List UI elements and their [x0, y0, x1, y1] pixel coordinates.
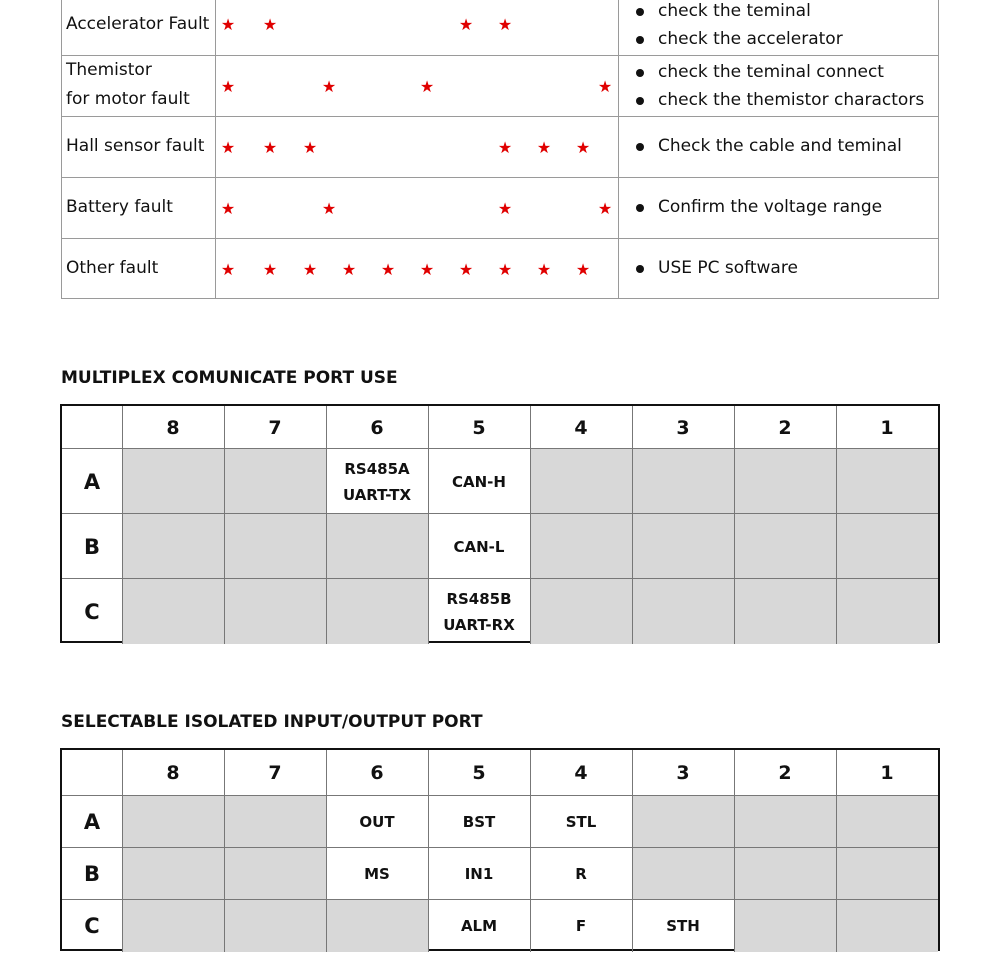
bullet-icon: [636, 36, 644, 44]
empty-port-cell: [632, 449, 734, 514]
star-icon: ★: [321, 199, 337, 218]
grid-line: [62, 513, 938, 514]
grid-line: [122, 750, 123, 952]
star-icon: ★: [497, 260, 513, 279]
fault-tip: check the accelerator: [658, 29, 843, 49]
empty-port-cell: [224, 514, 326, 579]
star-icon: ★: [302, 138, 318, 157]
column-header: 4: [574, 762, 588, 784]
star-icon: ★: [597, 77, 613, 96]
bullet-icon: [636, 97, 644, 105]
column-header: 5: [472, 416, 486, 439]
empty-port-cell: [836, 514, 938, 579]
empty-port-cell: [224, 848, 326, 900]
star-icon: ★: [419, 260, 435, 279]
bullet-icon: [636, 265, 644, 273]
port-cell: F: [575, 917, 587, 935]
port-cell: ALM: [460, 917, 498, 935]
grid-line: [428, 406, 429, 644]
fault-name: Accelerator Fault: [66, 14, 210, 34]
multiplex-title: MULTIPLEX COMUNICATE PORT USE: [61, 368, 398, 388]
grid-line: [836, 406, 837, 644]
port-cell: RS485A UART-TX: [342, 459, 412, 504]
empty-port-cell: [632, 514, 734, 579]
fault-tip: Confirm the voltage range: [658, 197, 883, 217]
empty-port-cell: [326, 514, 428, 579]
empty-port-cell: [632, 796, 734, 848]
port-cell: OUT: [359, 813, 395, 831]
column-header: 8: [166, 416, 180, 439]
empty-port-cell: [734, 796, 836, 848]
bullet-icon: [636, 143, 644, 151]
empty-port-cell: [836, 449, 938, 514]
grid-line: [62, 899, 938, 900]
empty-port-cell: [836, 848, 938, 900]
star-icon: ★: [380, 260, 396, 279]
port-cell: IN1: [464, 865, 494, 883]
grid-line: [62, 795, 938, 796]
star-icon: ★: [262, 15, 278, 34]
row-label: B: [83, 862, 100, 886]
star-icon: ★: [262, 260, 278, 279]
column-header: 2: [778, 416, 792, 439]
grid-line: [62, 578, 938, 579]
empty-port-cell: [122, 796, 224, 848]
bullet-icon: [636, 8, 644, 16]
star-icon: ★: [220, 15, 236, 34]
star-icon: ★: [220, 77, 236, 96]
port-cell: MS: [364, 865, 390, 883]
column-header: 5: [472, 762, 486, 784]
grid-line: [62, 448, 938, 449]
star-icon: ★: [497, 138, 513, 157]
multiplex-port-table: [60, 404, 940, 643]
fault-tip: check the themistor charactors: [658, 90, 925, 110]
empty-port-cell: [734, 449, 836, 514]
isolated-io-port-table: [60, 748, 940, 951]
fault-name: Battery fault: [66, 197, 173, 217]
grid-line: [530, 406, 531, 644]
port-cell: R: [575, 865, 587, 883]
empty-port-cell: [530, 514, 632, 579]
row-label: A: [83, 469, 101, 494]
grid-line: [632, 750, 633, 952]
bullet-icon: [636, 204, 644, 212]
empty-port-cell: [122, 848, 224, 900]
empty-port-cell: [734, 848, 836, 900]
empty-port-cell: [224, 579, 326, 644]
grid-line: [326, 750, 327, 952]
port-cell: STH: [666, 917, 700, 935]
column-header: 1: [880, 762, 894, 784]
fault-tip: check the teminal connect: [658, 62, 884, 82]
column-header: 3: [676, 416, 690, 439]
grid-line: [428, 750, 429, 952]
empty-port-cell: [530, 449, 632, 514]
empty-port-cell: [734, 900, 836, 952]
fault-name: Hall sensor fault: [66, 136, 205, 156]
star-icon: ★: [321, 77, 337, 96]
grid-line: [734, 750, 735, 952]
grid-line: [632, 406, 633, 644]
empty-port-cell: [326, 579, 428, 644]
column-header: 6: [370, 762, 384, 784]
empty-port-cell: [224, 796, 326, 848]
row-label: C: [84, 914, 100, 938]
empty-port-cell: [326, 900, 428, 952]
empty-port-cell: [734, 514, 836, 579]
grid-line: [62, 847, 938, 848]
fault-name: Themistor: [66, 60, 152, 80]
fault-tip: USE PC software: [658, 258, 798, 278]
star-icon: ★: [262, 138, 278, 157]
bullet-icon: [636, 69, 644, 77]
column-header: 8: [166, 762, 180, 784]
fault-tip: check the teminal: [658, 1, 811, 21]
star-icon: ★: [536, 260, 552, 279]
column-header: 7: [268, 762, 282, 784]
star-icon: ★: [419, 77, 435, 96]
empty-port-cell: [530, 579, 632, 644]
isolated-io-title: SELECTABLE ISOLATED INPUT/OUTPUT PORT: [61, 712, 483, 732]
grid-line: [530, 750, 531, 952]
empty-port-cell: [632, 579, 734, 644]
star-icon: ★: [497, 15, 513, 34]
column-header: 2: [778, 762, 792, 784]
star-icon: ★: [575, 260, 591, 279]
grid-line: [326, 406, 327, 644]
empty-port-cell: [122, 449, 224, 514]
column-header: 3: [676, 762, 690, 784]
column-header: 1: [880, 416, 894, 439]
star-icon: ★: [536, 138, 552, 157]
port-cell: CAN-H: [452, 472, 506, 491]
star-icon: ★: [497, 199, 513, 218]
empty-port-cell: [224, 900, 326, 952]
grid-line: [224, 406, 225, 644]
star-icon: ★: [458, 260, 474, 279]
column-header: 7: [268, 416, 282, 439]
empty-port-cell: [836, 796, 938, 848]
port-cell: BST: [462, 813, 496, 831]
column-header: 4: [574, 416, 588, 439]
star-icon: ★: [341, 260, 357, 279]
grid-line: [224, 750, 225, 952]
star-icon: ★: [597, 199, 613, 218]
row-label: B: [83, 534, 100, 559]
star-icon: ★: [302, 260, 318, 279]
grid-line: [734, 406, 735, 644]
empty-port-cell: [836, 579, 938, 644]
port-cell: CAN-L: [453, 537, 505, 556]
star-icon: ★: [575, 138, 591, 157]
grid-line: [836, 750, 837, 952]
star-icon: ★: [458, 15, 474, 34]
port-cell: STL: [565, 813, 597, 831]
column-header: 6: [370, 416, 384, 439]
fault-table: [61, 0, 939, 299]
star-icon: ★: [220, 260, 236, 279]
star-icon: ★: [220, 138, 236, 157]
empty-port-cell: [734, 579, 836, 644]
row-label: A: [83, 810, 101, 834]
empty-port-cell: [224, 449, 326, 514]
fault-tip: Check the cable and teminal: [658, 136, 902, 156]
star-icon: ★: [220, 199, 236, 218]
grid-line: [122, 406, 123, 644]
fault-name: for motor fault: [66, 89, 190, 109]
empty-port-cell: [122, 579, 224, 644]
empty-port-cell: [122, 900, 224, 952]
empty-port-cell: [632, 848, 734, 900]
empty-port-cell: [122, 514, 224, 579]
port-cell: RS485B UART-RX: [443, 589, 515, 634]
empty-port-cell: [836, 900, 938, 952]
row-label: C: [84, 599, 100, 624]
fault-name: Other fault: [66, 258, 159, 278]
